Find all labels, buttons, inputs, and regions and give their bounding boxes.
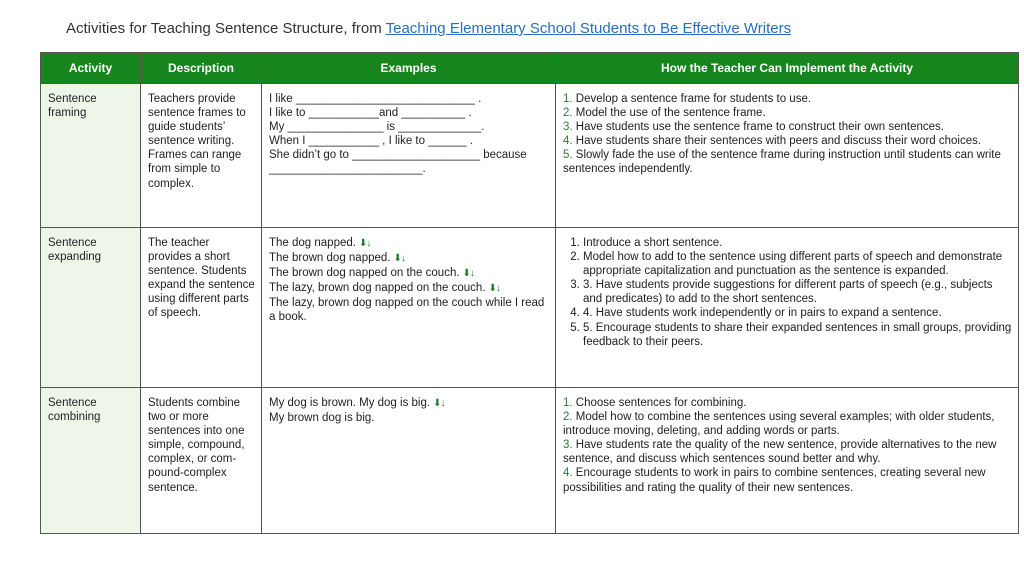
step-text: Have students share their sentences with peers and discuss their word choices. <box>572 135 982 148</box>
down-arrow-icon: ⬇↓ <box>433 398 445 409</box>
step-item <box>563 396 1012 410</box>
step-text: Choose sentences for combining. <box>572 397 747 409</box>
step-number: 1. <box>563 397 573 409</box>
example-line: ________________________. <box>269 163 426 176</box>
example-text: The lazy, brown dog napped on the couch while I read a book. <box>269 297 545 324</box>
activity-cell: Sentence expanding <box>41 228 141 388</box>
step-item: 4. 4. Have students work independently or in pairs to expand a sentence. <box>583 306 1012 320</box>
step-text: Slowly fade the use of the sentence frame during instruction until students can write sentences independently. <box>563 149 1001 176</box>
example-line: My _______________ is _____________. <box>269 121 485 134</box>
activity-cell: Sentence framing <box>41 84 141 228</box>
example-text: The dog napped. <box>269 237 356 249</box>
header-activity: Activity <box>41 53 141 84</box>
header-description: Description <box>141 53 262 84</box>
step-text: Model how to combine the sentences using several examples; with older students, introduce moving, deleting, and adding words or parts. <box>563 411 995 438</box>
step-list <box>563 236 1012 349</box>
header-implementation: How the Teacher Can Implement the Activity <box>556 53 1019 84</box>
example-line <box>269 251 549 266</box>
step-text: Have students use the sentence frame to construct their own sentences. <box>572 121 944 134</box>
step-item <box>563 148 1012 176</box>
source-link[interactable]: Teaching Elementary School Students to Be Effective Writers <box>385 20 792 37</box>
example-line: I like ____________________________ . <box>269 93 482 105</box>
example-line <box>269 281 549 296</box>
implementation-cell <box>556 84 1019 228</box>
example-text: The lazy, brown dog napped on the couch. <box>269 282 486 295</box>
step-item: 5. 5. Encourage students to share their expanded sentences in small groups, providing feedback to their peers. <box>583 321 1012 349</box>
example-text: The brown dog napped on the couch. <box>269 267 460 280</box>
step-number: 2. <box>563 411 573 424</box>
step-number: 3. <box>563 121 573 134</box>
step-item <box>563 410 1012 438</box>
step-item <box>563 106 1012 120</box>
down-arrow-icon: ⬇↓ <box>462 268 474 280</box>
example-line: When I ___________ , I like to ______ . <box>269 135 473 148</box>
example-line <box>269 396 549 411</box>
example-line: I like to ___________and __________ . <box>269 107 472 120</box>
example-text: My dog is brown. My dog is big. <box>269 397 431 409</box>
activities-table <box>40 52 1019 534</box>
example-text: The brown dog napped. <box>269 252 391 265</box>
step-text: Model the use of the sentence frame. <box>572 107 766 120</box>
step-number: 5. <box>563 149 573 162</box>
title-text: Activities for Teaching Sentence Structure, from <box>66 20 386 37</box>
step-text: Have students rate the quality of the new sentence, provide alternatives to the new sentence, and discuss which sentences sound better and why. <box>563 439 997 466</box>
step-item: 3. 3. Have students provide suggestions for different parts of speech (e.g., subjects and predicates) to add to the short sentences. <box>583 278 1012 306</box>
down-arrow-icon: ⬇↓ <box>488 283 500 295</box>
step-number: 4. <box>563 467 573 480</box>
down-arrow-icon: ⬇↓ <box>393 253 405 265</box>
header-row <box>41 53 1019 84</box>
step-item <box>563 466 1012 494</box>
description-cell: Teachers provide sentence frames to guide students’ sentence writing. Frames can range from simple to complex. <box>141 84 262 228</box>
example-line: She didn’t go to ____________________ because <box>269 149 527 162</box>
step-number: 1. <box>563 93 573 105</box>
example-line <box>269 266 549 281</box>
examples-cell <box>262 228 556 388</box>
examples-cell <box>262 84 556 228</box>
step-text: Develop a sentence frame for students to use. <box>572 93 812 105</box>
step-item <box>563 120 1012 134</box>
table-row <box>41 388 1019 534</box>
activity-cell: Sentence combining <box>41 388 141 534</box>
implementation-cell <box>556 388 1019 534</box>
page-title <box>66 20 791 37</box>
example-line <box>269 236 549 251</box>
down-arrow-icon: ⬇↓ <box>358 238 371 249</box>
step-item <box>563 92 1012 106</box>
table-row <box>41 228 1019 388</box>
step-number: 3. <box>563 439 573 452</box>
step-item: 2. Model how to add to the sentence using different parts of speech and demonstrate appropriate capitalization and punctuation as the sentence is expanded. <box>583 250 1012 278</box>
examples-cell <box>262 388 556 534</box>
example-line: My brown dog is big. <box>269 412 375 425</box>
step-text: Encourage students to work in pairs to combine sentences, creating several new possibilities and rating the quality of their new sentences. <box>563 467 986 494</box>
description-cell: Students combine two or more sentences into one simple, compound, complex, or com-pound-complex sentence. <box>141 388 262 534</box>
example-line <box>269 296 549 324</box>
description-cell: The teacher provides a short sentence. Students expand the sentence using different parts of speech. <box>141 228 262 388</box>
header-examples: Examples <box>262 53 556 84</box>
step-item: 1. Introduce a short sentence. <box>583 236 1012 250</box>
implementation-cell <box>556 228 1019 388</box>
step-item <box>563 134 1012 148</box>
table-row <box>41 84 1019 228</box>
step-number: 2. <box>563 107 573 120</box>
step-number: 4. <box>563 135 573 148</box>
step-item <box>563 438 1012 466</box>
